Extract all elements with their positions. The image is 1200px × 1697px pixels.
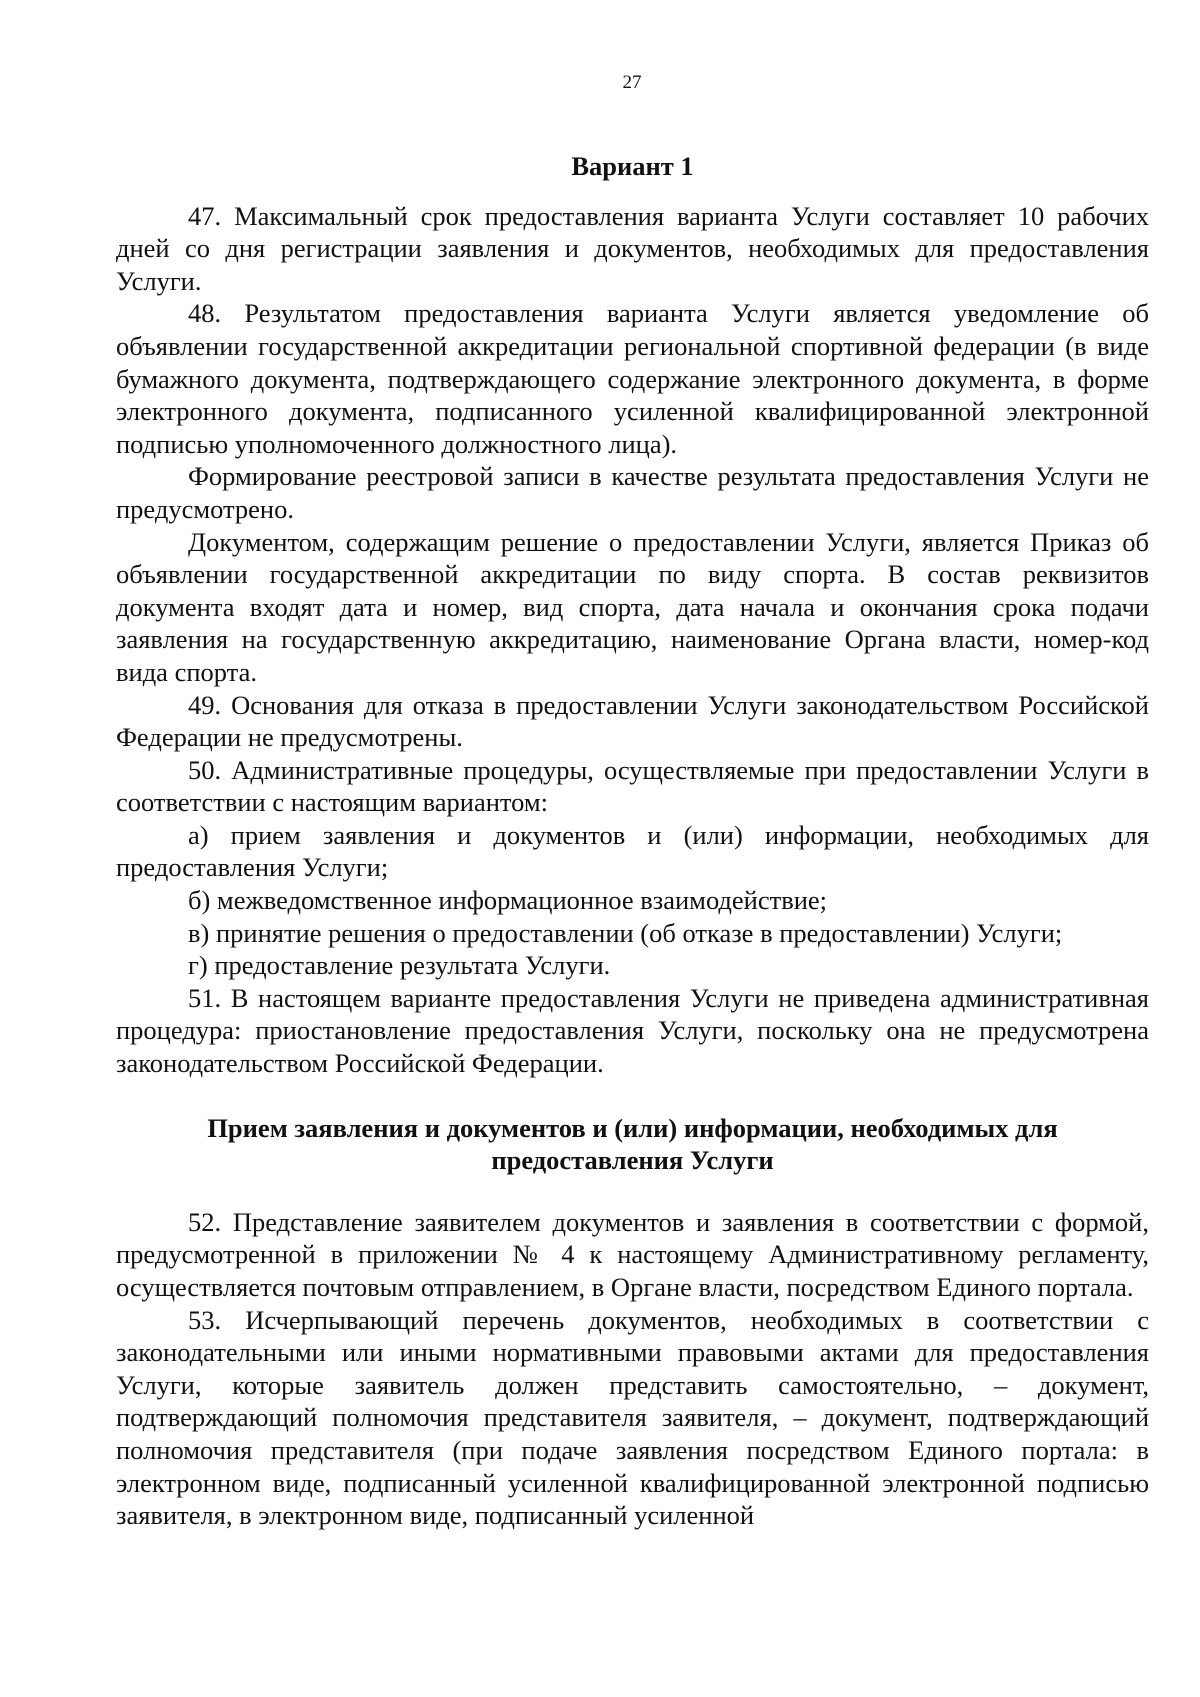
- paragraph-47: 47. Максимальный срок предоставления варианта Услуги составляет 10 рабочих дней со дня регистрации заявления и документов, необходимых для предоставления Услуги.: [116, 200, 1149, 296]
- list-item-g: г) предоставление результата Услуги.: [188, 950, 611, 981]
- paragraph-50: 50. Административные процедуры, осуществляемые при предоставлении Услуги в соответствии с настоящим вариантом:: [116, 754, 1149, 818]
- list-item-a: а) прием заявления и документов и (или) информации, необходимых для предоставления Услуги;: [116, 819, 1149, 883]
- paragraph-51: 51. В настоящем варианте предоставления Услуги не приведена административная процедура: приостановление предоставления Услуги, поскольку она не предусмотрена законодательством Российской Федерации.: [116, 982, 1149, 1079]
- list-item-b: б) межведомственное информационное взаимодействие;: [188, 885, 828, 916]
- variant-heading: Вариант 1: [571, 151, 694, 181]
- section-paragraphs: [116, 1206, 1149, 1532]
- document-body: [116, 150, 1149, 1532]
- page-number: 27: [622, 72, 642, 93]
- section-heading: Прием заявления и документов и (или) информации, необходимых для предоставления Услуги: [207, 1112, 1058, 1176]
- paragraph-52: 52. Представление заявителем документов и заявления в соответствии с формой, предусмотренной в приложении № 4 к настоящему Административному регламенту, осуществляется почтовым отправлением, в Органе власти, посредством Единого портала.: [116, 1206, 1149, 1302]
- paragraph-registry-record: Формирование реестровой записи в качестве результата предоставления Услуги не предусмотрено.: [116, 461, 1149, 524]
- paragraph-decision-document: Документом, содержащим решение о предоставлении Услуги, является Приказ об объявлении государственной аккредитации по виду спорта. В состав реквизитов документа входят дата и номер, вид спорта, дата начала и окончания срока подачи заявления на государственную аккредитацию, наименование Органа власти, номер-код вида спорта.: [116, 526, 1149, 687]
- variant-paragraphs: [116, 200, 1149, 1080]
- paragraph-53: 53. Исчерпывающий перечень документов, необходимых в соответствии с законодательными или иными нормативными правовыми актами для предоставления Услуги, которые заявитель должен представить самостоятельно, – документ, подтверждающий полномочия представителя заявителя, – документ, подтверждающий полномочия представителя (при подаче заявления посредством Единого портала: в электронном виде, подписанный усиленной квалифицированной электронной подписью заявителя, в электронном виде, подписанный усиленной: [116, 1304, 1149, 1531]
- paragraph-48: 48. Результатом предоставления варианта Услуги является уведомление об объявлении государственной аккредитации региональной спортивной федерации (в виде бумажного документа, подтверждающего содержание электронного документа, в форме электронного документа, подписанного усиленной квалифицированной электронной подписью уполномоченного должностного лица).: [116, 298, 1149, 459]
- paragraph-49: 49. Основания для отказа в предоставлении Услуги законодательством Российской Федерации не предусмотрены.: [116, 689, 1149, 753]
- list-item-v: в) принятие решения о предоставлении (об отказе в предоставлении) Услуги;: [188, 917, 1063, 948]
